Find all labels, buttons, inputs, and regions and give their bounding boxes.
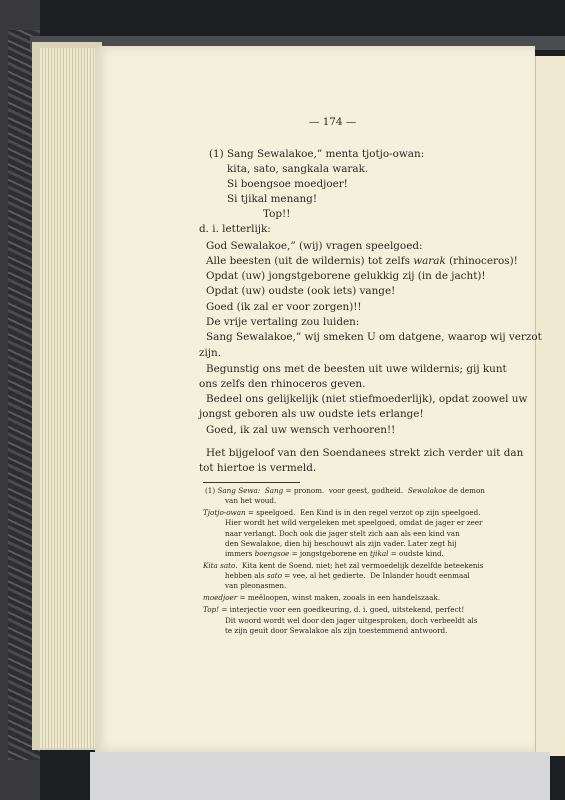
- song-line: Top!!: [263, 208, 291, 220]
- text-line: Bedeel ons gelijkelijk (niet stiefmoederlijk), opdat zoowel uw: [206, 393, 528, 405]
- footnote-line: Kita sato. Kita kent de Soend. niet; het zal vermoedelijk dezelfde beteekenis: [203, 561, 484, 570]
- text-line: Opdat (uw) oudste (ook iets) vange!: [206, 285, 396, 297]
- text-line: Goed, ik zal uw wensch verhooren!!: [206, 424, 396, 436]
- text-line: d. i. letterlijk:: [199, 223, 271, 235]
- footnote-line: Hier wordt het wild vergeleken met speelgoed, omdat de jager er zeer: [225, 518, 483, 527]
- book-page: [95, 46, 542, 752]
- footnote-line: hebben als sato = vee, al het gedierte. De Inlander houdt eenmaal: [225, 571, 470, 580]
- text-line: God Sewalakoe,” (wij) vragen speelgoed:: [206, 240, 423, 252]
- footnote-divider: [203, 482, 300, 483]
- page-stack-edges: [40, 48, 102, 748]
- text-line: Begunstig ons met de beesten uit uwe wildernis; gij kunt: [206, 363, 507, 375]
- footnote-line: Tjotjo-owan = speelgoed. Een Kind is in den regel verzot op zijn speelgoed.: [203, 508, 481, 517]
- footnote-line: naar verlangt. Doch ook die jager stelt zich aan als een kind van: [225, 529, 460, 538]
- text-line: De vrije vertaling zou luiden:: [206, 316, 360, 328]
- paragraph-line: Het bijgeloof van den Soendanees strekt zich verder uit dan: [206, 447, 524, 459]
- footnote-line: den Sewalakoe, dien hij beschouwt als zijn vader. Later zegt hij: [225, 539, 457, 548]
- song-line: kita, sato, sangkala warak.: [227, 163, 369, 175]
- footnote-line: immers boengsoe = jongstgeborene en tjikal = oudste kind.: [225, 549, 444, 558]
- footnote-line: van het woud.: [225, 496, 277, 505]
- footnote-line: moedjoer = meêloopen, winst maken, zooals in een handelszaak.: [203, 593, 441, 602]
- facing-page-edge: [535, 56, 565, 756]
- text-line: jongst geboren als uw oudste iets erlange!: [199, 408, 424, 420]
- bottom-background: [90, 752, 550, 800]
- paragraph-line: tot hiertoe is vermeld.: [199, 462, 317, 474]
- text-line: Opdat (uw) jongstgeborene gelukkig zij (in de jacht)!: [206, 270, 486, 282]
- text-line: Sang Sewalakoe,” wij smeken U om datgene, waarop wij verzot: [206, 331, 542, 343]
- song-line: Si tjikal menang!: [227, 193, 317, 205]
- song-line: (1) Sang Sewalakoe,” menta tjotjo-owan:: [209, 148, 425, 160]
- footnote-line: Dit woord wordt wel door den jager uitgesproken, doch verbeeldt als: [225, 616, 478, 625]
- text-line: Alle beesten (uit de wildernis) tot zelfs warak (rhinoceros)!: [206, 255, 518, 267]
- footnote-line: van pleonasmen.: [225, 581, 287, 590]
- text-line: Goed (ik zal er voor zorgen)!!: [206, 301, 362, 313]
- text-line: ons zelfs den rhinoceros geven.: [199, 378, 366, 390]
- footnote-line: (1) Sang Sewa: Sang = pronom. voor geest, godheid. Sewalakoe de demon: [205, 486, 485, 495]
- footnote-line: Top! = interjectie voor een goedkeuring, d. i. goed, uitstekend, perfect!: [203, 605, 465, 614]
- page-number: — 174 —: [309, 116, 357, 128]
- footnote-line: te zijn geuit door Sewalakoe als zijn toestemmend antwoord.: [225, 626, 448, 635]
- text-line: zijn.: [199, 347, 222, 359]
- song-line: Si boengsoe moedjoer!: [227, 178, 348, 190]
